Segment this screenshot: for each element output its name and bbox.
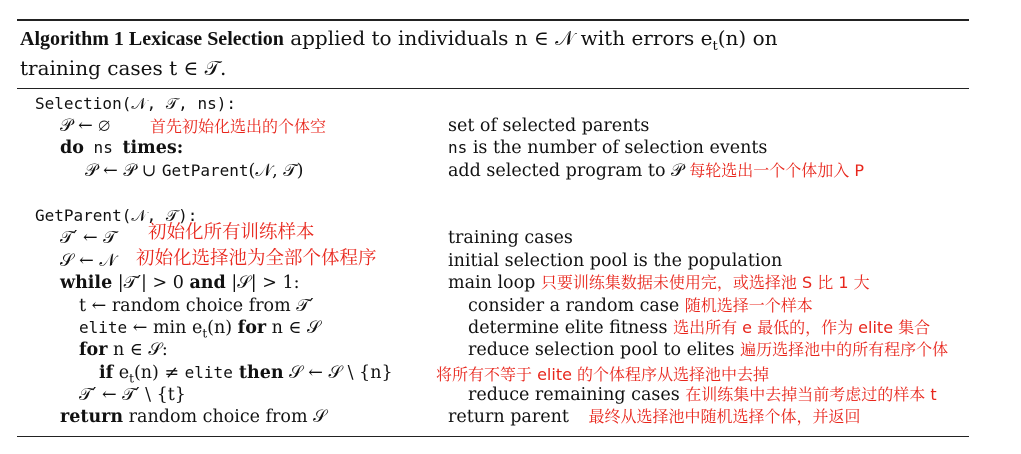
line-7-comment-text: consider a random case [468,296,680,316]
line-6-comment [448,272,870,294]
line-9-code [79,339,168,361]
line-11-comment [468,384,937,406]
elite-var: elite [79,318,128,337]
header-rule [17,88,969,89]
line-9-comment [468,339,948,361]
kw-then: then [232,363,284,383]
line-3-comment [448,160,864,182]
line-8-note: 选出所有 e 最低的，作为 elite 集合 [673,318,931,337]
kw-and: and [189,273,226,293]
ns-mono: ns [83,138,123,157]
kw-do: do [60,138,84,158]
line-4-code: 𝒯′ ← 𝒯 [60,228,117,248]
line-1-note: 首先初始化选出的个体空 [150,117,327,136]
line-1-code: 𝒫 ← ∅ [60,116,110,136]
line-10-sub: t [129,371,134,386]
kw-if: if [99,363,114,383]
line-4-note: 初始化所有训练样本 [148,222,315,243]
caption-text: applied to individuals n ∈ 𝒩 with errors e [283,26,713,50]
line-1-comment: set of selected parents [448,116,650,136]
caption-sub: t [712,39,718,54]
line-6-comment-text: main loop [448,273,536,293]
line-8-sub: t [202,326,208,341]
line-12-choice: random choice from 𝒮 [123,407,327,427]
line-9-note: 遍历选择池中的所有程序个体 [740,340,949,359]
line-8-comment-text: determine elite fitness [468,318,668,338]
line-8-min: ← min e [127,318,203,338]
line-9-set: n ∈ 𝒮: [107,340,168,360]
line-3-note: 每轮选出一个个体加入 P [689,161,864,180]
line-9-comment-text: reduce selection pool to elites [468,340,735,360]
line-7-note: 随机选择一个样本 [684,296,813,315]
kw-for-2: for [79,340,108,360]
line-11-code: 𝒯′ ← 𝒯′ \ {t} [79,385,186,405]
line-12-code [60,406,327,428]
line-8-arg: (n) [207,318,238,338]
caption-line-2: training cases t ∈ 𝒯. [20,56,227,80]
line-3-code [85,160,303,182]
selection-signature: Selection(𝒩, 𝒯, ns): [35,94,236,113]
line-6-code [60,272,299,294]
getparent-signature: GetParent(𝒩, 𝒯): [35,206,198,225]
line-7-comment [468,295,813,317]
top-rule [17,19,969,21]
line-12-note: 最终从选择池中随机选择个体，并返回 [588,407,861,426]
kw-while: while [60,273,113,293]
ns-comment-text: is the number of selection events [467,138,768,158]
line-11-note: 在训练集中去掉当前考虑过的样本 t [685,385,937,404]
line-2-comment [448,137,767,159]
while-cond-1: |𝒯′| > 0 [112,273,190,293]
line-3-math: 𝒫 ← 𝒫 ∪ [85,161,162,181]
line-6-note: 只要训练集数据未使用完，或选择池 S 比 1 大 [540,273,870,292]
line-11-comment-text: reduce remaining cases [468,385,680,405]
elite-var-2: elite [184,363,233,382]
line-7-code: t ← random choice from 𝒯′ [79,296,314,316]
line-8-comment [468,317,930,339]
algorithm-label: Algorithm 1 Lexicase Selection [20,28,284,50]
kw-return: return [60,407,124,427]
line-12-comment [448,406,860,428]
line-3-args: (𝒩, 𝒯) [248,161,304,181]
line-10-e: e [113,363,130,383]
line-5-note: 初始化选择池为全部个体程序 [136,248,377,269]
kw-for: for [237,318,267,338]
line-5-code: 𝒮 ← 𝒩 [60,251,117,271]
while-cond-2: |𝒮| > 1: [225,273,300,293]
line-3-comment-text: add selected program to 𝒫 [448,161,684,181]
line-8-set: n ∈ 𝒮 [266,318,321,338]
bottom-rule [17,436,969,437]
line-4-comment: training cases [448,228,573,248]
line-5-comment: initial selection pool is the population [448,251,783,271]
kw-times: times: [122,138,184,158]
line-10-note: 将所有不等于 elite 的个体程序从选择池中去掉 [436,365,770,384]
line-12-comment-text: return parent [448,407,569,427]
line-10-neq: (n) ≠ [133,363,185,383]
ns-comment-mono: ns [448,138,468,157]
line-10-remove: 𝒮 ← 𝒮 \ {n} [283,363,393,383]
getparent-call: GetParent [161,161,249,180]
line-2-code [60,137,183,159]
caption-tail: (n) on [717,26,778,50]
